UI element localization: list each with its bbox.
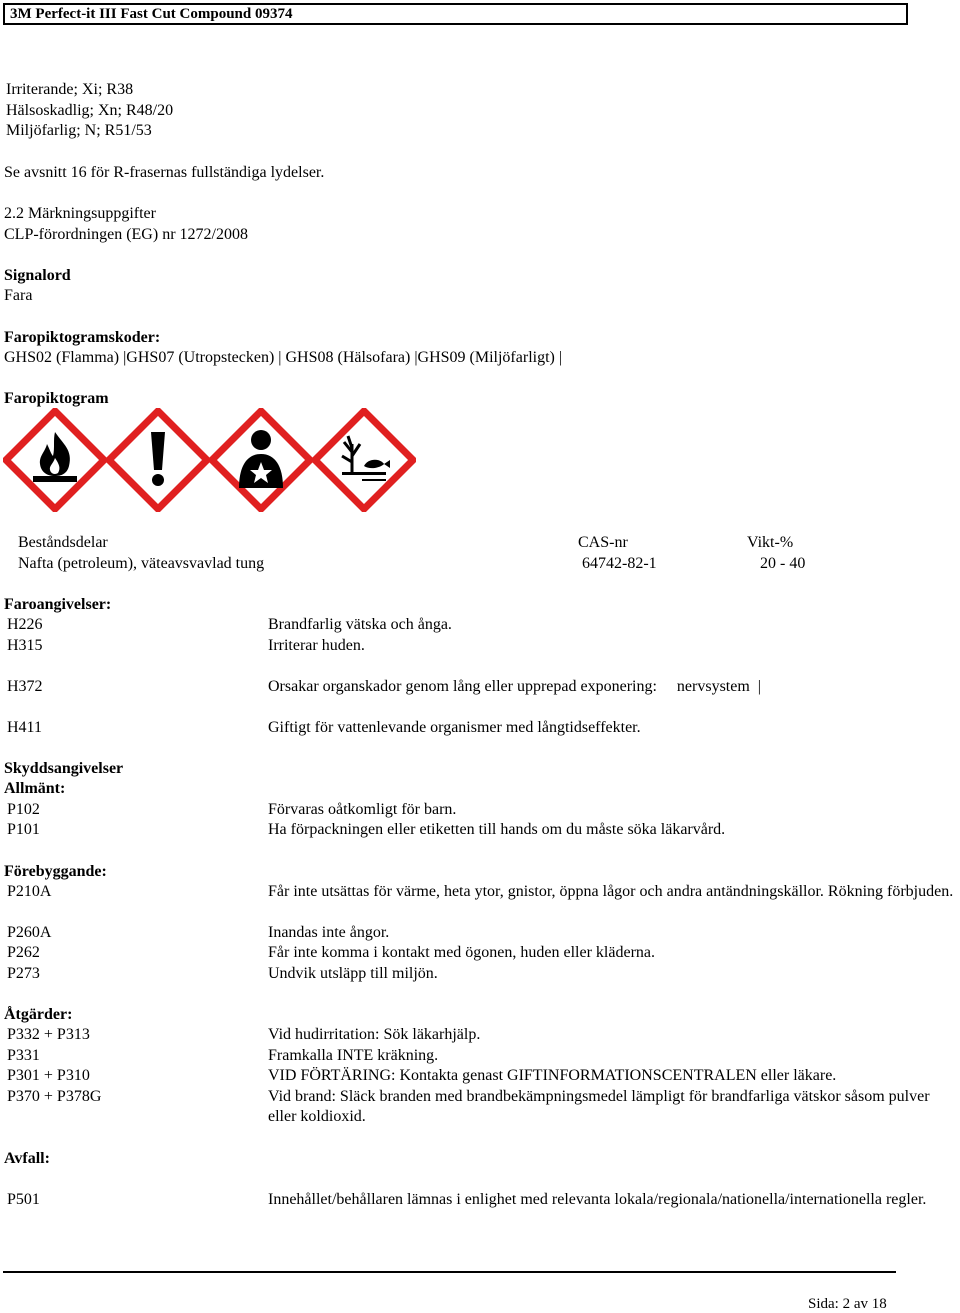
hazard-code: H411 <box>7 719 42 736</box>
r-phrases-note: Se avsnitt 16 för R-frasernas fullständiga lydelser. <box>4 164 325 181</box>
precaution-text: Innehållet/behållaren lämnas i enlighet med relevanta lokala/regionala/nationella/internationella regler. <box>268 1191 927 1208</box>
precaution-text: Förvaras oåtkomligt för barn. <box>268 801 457 818</box>
ingredients-header-cas: CAS-nr <box>578 534 628 551</box>
classification-line: Miljöfarlig; N; R51/53 <box>6 122 152 139</box>
precaution-text: Framkalla INTE kräkning. <box>268 1047 439 1064</box>
hazard-text: Orsakar organskador genom lång eller upprepad exponering: nervsystem | <box>268 678 761 695</box>
exclamation-mark-icon <box>106 408 210 512</box>
product-title: 3M Perfect-it III Fast Cut Compound 09374 <box>10 6 293 22</box>
precaution-code: P101 <box>7 821 40 838</box>
pictogram-codes-label: Faropiktogramskoder: <box>4 329 161 346</box>
section-heading: 2.2 Märkningsuppgifter <box>4 205 156 222</box>
clp-regulation: CLP-förordningen (EG) nr 1272/2008 <box>4 226 248 243</box>
ingredients-header-name: Beståndsdelar <box>18 534 108 551</box>
document-header <box>3 3 908 25</box>
precaution-text: Får inte komma i kontakt med ögonen, huden eller kläderna. <box>268 944 655 961</box>
ingredient-name: Nafta (petroleum), väteavsvavlad tung <box>18 555 265 572</box>
precaution-code: P301 + P310 <box>7 1067 90 1084</box>
pictograms-label: Faropiktogram <box>4 390 109 407</box>
hazard-text: Irriterar huden. <box>268 637 365 654</box>
precaution-text: Inandas inte ångor. <box>268 924 390 941</box>
ingredients-header-weight: Vikt-% <box>747 534 794 551</box>
disposal-label: Avfall: <box>4 1150 50 1167</box>
precaution-text: Undvik utsläpp till miljön. <box>268 965 438 982</box>
hazard-text: Giftigt för vattenlevande organismer med långtidseffekter. <box>268 719 641 736</box>
precaution-code: P370 + P378G <box>7 1088 102 1105</box>
precaution-code: P260A <box>7 924 52 941</box>
response-label: Åtgärder: <box>4 1006 73 1023</box>
hazard-text: Brandfarlig vätska och ånga. <box>268 616 452 633</box>
pictogram-codes-value: GHS02 (Flamma) |GHS07 (Utropstecken) | GHS08 (Hälsofara) |GHS09 (Miljöfarligt) | <box>4 349 563 366</box>
general-label: Allmänt: <box>4 780 66 797</box>
classification-line: Irriterande; Xi; R38 <box>6 81 134 98</box>
precaution-code: P210A <box>7 883 52 900</box>
precaution-text: Vid brand: Släck branden med brandbekämpningsmedel lämpligt för brandfarliga vätskor såsom pulver eller koldioxid. <box>268 1088 930 1125</box>
precaution-text: Ha förpackningen eller etiketten till hands om du måste söka läkarvård. <box>268 821 726 838</box>
signal-word-value: Fara <box>4 287 33 304</box>
precaution-text: Vid hudirritation: Sök läkarhjälp. <box>268 1026 481 1043</box>
signal-word-label: Signalord <box>4 267 71 284</box>
classification-line: Hälsoskadlig; Xn; R48/20 <box>6 102 174 119</box>
hazard-code: H315 <box>7 637 43 654</box>
precaution-text: Får inte utsättas för värme, heta ytor, gnistor, öppna lågor och andra antändningskällor. Rökning förbjuden. <box>268 883 954 900</box>
hazard-code: H226 <box>7 616 43 633</box>
precaution-text: VID FÖRTÄRING: Kontakta genast GIFTINFORMATIONSCENTRALEN eller läkare. <box>268 1067 837 1084</box>
page-number: Sida: 2 av 18 <box>808 1296 887 1312</box>
precaution-code: P262 <box>7 944 40 961</box>
precaution-code: P332 + P313 <box>7 1026 90 1043</box>
health-hazard-icon <box>209 408 313 512</box>
flame-icon <box>3 408 107 512</box>
ingredient-weight: 20 - 40 <box>760 555 806 572</box>
hazard-code: H372 <box>7 678 43 695</box>
precaution-code: P273 <box>7 965 40 982</box>
precaution-code: P331 <box>7 1047 40 1064</box>
hazard-statements-label: Faroangivelser: <box>4 596 112 613</box>
precaution-code: P102 <box>7 801 40 818</box>
environment-icon <box>312 408 416 512</box>
ingredient-cas: 64742-82-1 <box>582 555 657 572</box>
footer-divider <box>3 1271 896 1273</box>
precaution-code: P501 <box>7 1191 40 1208</box>
prevention-label: Förebyggande: <box>4 863 107 880</box>
precautionary-label: Skyddsangivelser <box>4 760 124 777</box>
